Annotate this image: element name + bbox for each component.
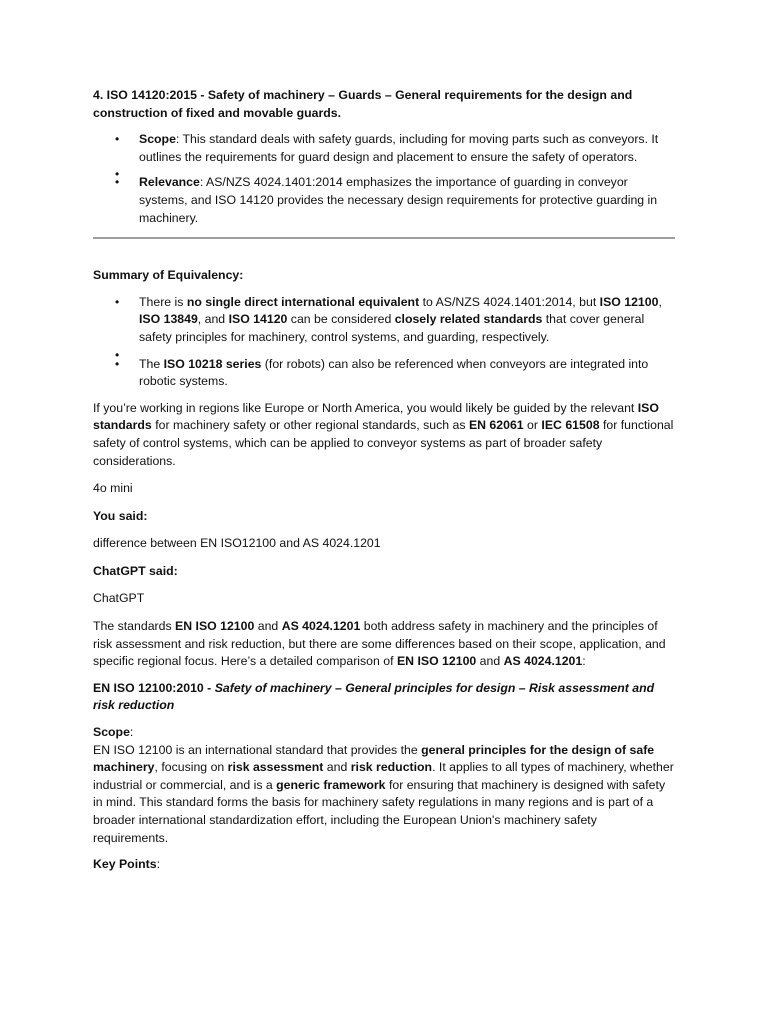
answer-intro: The standards EN ISO 12100 and AS 4024.1201 both address safety in machinery and the principles of risk assessment and risk reduction, but there are some differences based on their scope, application, and specific regional focus. Here’s a detailed comparison of EN ISO 12100 and AS 4024.1201: bbox=[93, 619, 666, 669]
section-heading: 4. ISO 14120:2015 - Safety of machinery – Guards – General requirements for the design and construction of fixed and movable guards. bbox=[93, 88, 633, 120]
summary-paragraph: If you’re working in regions like Europe or North America, you would likely be guided by the relevant ISO standards for machinery safety or other regional standards, such as EN 62061 or IEC 61508 for functional safety of control systems, which can be applied to conveyor systems as part of broader safety considerations. bbox=[93, 400, 674, 468]
model-label: 4o mini bbox=[93, 481, 133, 496]
document-page bbox=[93, 87, 675, 874]
scope-paragraph: EN ISO 12100 is an international standard that provides the general principles for the design of safe machinery, focusing on risk assessment and risk reduction. It applies to all types of machinery, whether industrial or commercial, and is a generic framework for ensuring that machinery is designed with safety in mind. This standard forms the basis for machinery safety regulations in many regions and is part of a broader international standardization effort, including the European Union's machinery safety requirements. bbox=[93, 742, 674, 845]
section-bullet-list bbox=[93, 131, 675, 227]
gpt-said-label: ChatGPT said: bbox=[93, 563, 178, 578]
user-message: difference between EN ISO12100 and AS 4024.1201 bbox=[93, 536, 381, 551]
summary-bullet-list bbox=[93, 294, 675, 391]
list-item: • Scope: This standard deals with safety guards, including for moving parts such as conveyors. It outlines the requirements for guard design and placement to ensure the safety of operators. bbox=[93, 131, 675, 166]
key-points-label: Key Points: bbox=[93, 857, 160, 872]
list-item: • There is no single direct international equivalent to AS/NZS 4024.1401:2014, but ISO 12100, ISO 13849, and ISO 14120 can be considered closely related standards that cover general safety principles for machinery, control systems, and guarding, respectively. bbox=[93, 294, 675, 347]
scope-label: Scope: bbox=[93, 725, 134, 740]
standard-heading: EN ISO 12100:2010 - Safety of machinery – General principles for design – Risk assessment and risk reduction bbox=[93, 680, 655, 713]
summary-heading: Summary of Equivalency: bbox=[93, 268, 244, 283]
list-item: • The ISO 10218 series (for robots) can also be referenced when conveyors are integrated into robotic systems. bbox=[93, 356, 675, 391]
list-item: • Relevance: AS/NZS 4024.1401:2014 emphasizes the importance of guarding in conveyor systems, and ISO 14120 provides the necessary design requirements for protective guarding in machinery. bbox=[93, 174, 675, 227]
gpt-name: ChatGPT bbox=[93, 591, 145, 606]
you-said-label: You said: bbox=[93, 508, 148, 523]
